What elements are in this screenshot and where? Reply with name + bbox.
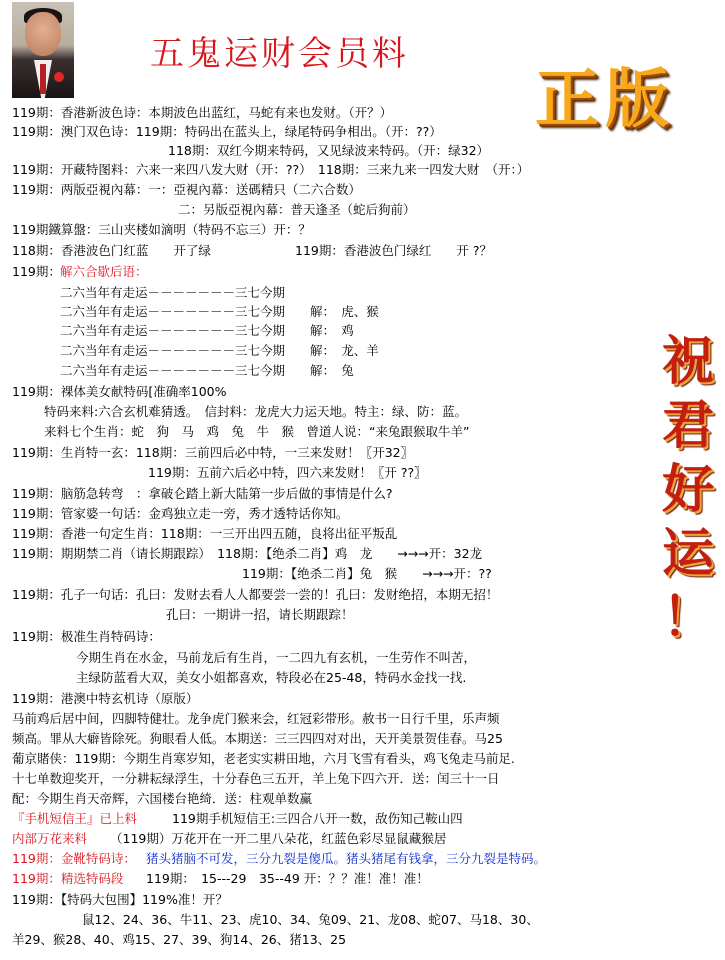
- text-line: 119期：生肖特一玄：118期：三前四后必中特，一三来发财！〖开32〗: [12, 445, 414, 460]
- text-line: 二：另版亞視內幕：普天逢圣（蛇后狗前）: [178, 202, 416, 217]
- vertical-char: 祝: [661, 331, 714, 392]
- text-line: 二六当年有走运－－－－－－－三七今期 解： 虎、猴: [60, 304, 379, 319]
- text-line: 118期：香港波色门红蓝 开了绿: [12, 243, 211, 258]
- text-line: 119期：脑筋急转弯 ：拿破仑踏上新大陆第一步后做的事情是什么?: [12, 486, 393, 501]
- text-line: 119期：【特码大包围】119%准！开？: [12, 892, 228, 907]
- genuine-badge: 正版: [535, 62, 675, 137]
- text-line: 十七单数迎奖开，一分耕耘绿浮生，十分春色三五开，羊上兔下四六开．送：闰三十一日: [12, 771, 500, 786]
- text-line: 来料七个生肖：蛇 狗 马 鸡 兔 牛 猴 曾道人说：“来兔跟猴取牛羊”: [44, 424, 470, 439]
- text-line: 119期：期期禁二肖（请长期跟踪） 118期：【绝杀二肖】鸡 龙 →→→开：32龙: [12, 546, 483, 561]
- text-line: 119期：【绝杀二肖】兔 猴 →→→开：??: [242, 566, 492, 581]
- text-line: 二六当年有走运－－－－－－－三七今期 解： 鸡: [60, 323, 354, 338]
- text-line: 119期：极准生肖特码诗：: [12, 629, 161, 644]
- text-line: 羊29、猴28、40、鸡15、27、39、狗14、26、猪13、25: [12, 932, 347, 947]
- text-line: 内部万花来料: [12, 831, 88, 846]
- vertical-char: 好: [661, 459, 714, 520]
- text-line: 二六当年有走运－－－－－－－三七今期: [60, 285, 286, 300]
- text-line: （119期）万花开在一开二里八朵花，红蓝色彩尽显鼠藏猴居: [110, 831, 447, 846]
- text-line: 119期：五前六后必中特，四六来发财！〖开 ??〗: [148, 465, 427, 480]
- text-line: 119期：管家婆一句话：金鸡独立走一旁，秀才透特话你知。: [12, 506, 349, 521]
- text-line: 猪头猪脑不可发，三分九裂是傻瓜。猪头猪尾有钱拿，三分九裂是特码。: [146, 851, 547, 866]
- text-line: 频高。罪从大癖皆除死。狗眼看人低。本期送：三三四四对对出，天开美景贺佳春。马25: [12, 731, 503, 746]
- portrait-photo: [12, 2, 74, 98]
- text-line: 119期鐵算盤：三山夹楼如滴明（特码不忘三）开：？: [12, 222, 311, 237]
- text-line: 119期：香港一句定生肖：118期：一三开出四五随，良将出征平叛乱: [12, 526, 398, 541]
- text-line: 『手机短信王』已上料: [12, 811, 138, 826]
- vertical-char: 运: [661, 523, 714, 584]
- text-line: 118期：双红今期来特码，又见绿波来特码。（开：绿32）: [168, 143, 490, 158]
- text-line: 配：今期生肖天帝辉，六国楼台艳绮．送：柱观单数赢: [12, 791, 313, 806]
- vertical-char: ！: [661, 587, 714, 648]
- good-luck-vertical-text: [656, 330, 720, 650]
- text-line: 特码来料:六合玄机难猜透。 信封料：龙虎大力运天地。特主：绿、防：蓝。: [44, 404, 467, 419]
- vertical-char: 君: [661, 395, 714, 456]
- text-line: 鼠12、24、36、牛11、23、虎10、34、兔09、21、龙08、蛇07、马18、30、: [82, 912, 539, 927]
- text-line: 119期：香港新波色诗：本期波色出蓝红，马蛇有来也发财。（开？）: [12, 105, 393, 120]
- text-line: 解六合歇后语：: [60, 264, 148, 279]
- text-line: 119期：澳门双色诗：119期：特码出在蓝头上，绿尾特码争相出。（开：??）: [12, 124, 442, 139]
- page-title: 五鬼运财会员料: [150, 34, 409, 74]
- text-line: 119期：两版亞視內幕：一：亞視內幕：送碼精只（二六合数）: [12, 182, 361, 197]
- text-line: 葡京賭侠：119期：今期生肖寒岁知，老老实实耕田地，六月飞雪有看头，鸡飞兔走马前足.: [12, 751, 515, 766]
- text-line: 今期生肖在水金，马前龙后有生肖，一二四九有玄机，一生劳作不叫苦，: [76, 650, 477, 665]
- text-line: 119期： 15---29 35--49 开：？？准！准！准！: [146, 871, 429, 886]
- text-line: 马前鸡后居中间，四脚特健壮。龙争虎门猴来会，红冠彩带形。赦书一日行千里，乐声频: [12, 711, 500, 726]
- text-line: 119期：香港波色门绿红 开 ?？: [295, 243, 492, 258]
- text-line: 119期：孔子一句话：孔曰：发财去看人人都要尝一尝的！孔曰：发财绝招，本期无招！: [12, 587, 499, 602]
- text-line: 119期：金靴特码诗：: [12, 851, 136, 866]
- text-line: 119期：精选特码段: [12, 871, 124, 886]
- text-line: 二六当年有走运－－－－－－－三七今期 解： 龙、羊: [60, 343, 379, 358]
- text-line: 119期：开藏特图料：六来一来四八发大财（开：??） 118期：三来九来一四发大财 （开：）: [12, 162, 530, 177]
- text-line: 119期手机短信王:三四合八开一数，敌伤知己鞍山四: [172, 811, 463, 826]
- text-line: 119期：: [12, 264, 61, 279]
- text-line: 孔曰：一期讲一招，请长期跟踪！: [166, 607, 354, 622]
- text-line: 119期：裸体美女献特码[准确率100%: [12, 384, 227, 399]
- text-line: 119期：港澳中特玄机诗（原版）: [12, 691, 199, 706]
- text-line: 主绿防蓝看大双，美女小姐都喜欢，特段必在25-48，特码水金找一找.: [76, 670, 467, 685]
- text-line: 二六当年有走运－－－－－－－三七今期 解： 兔: [60, 363, 354, 378]
